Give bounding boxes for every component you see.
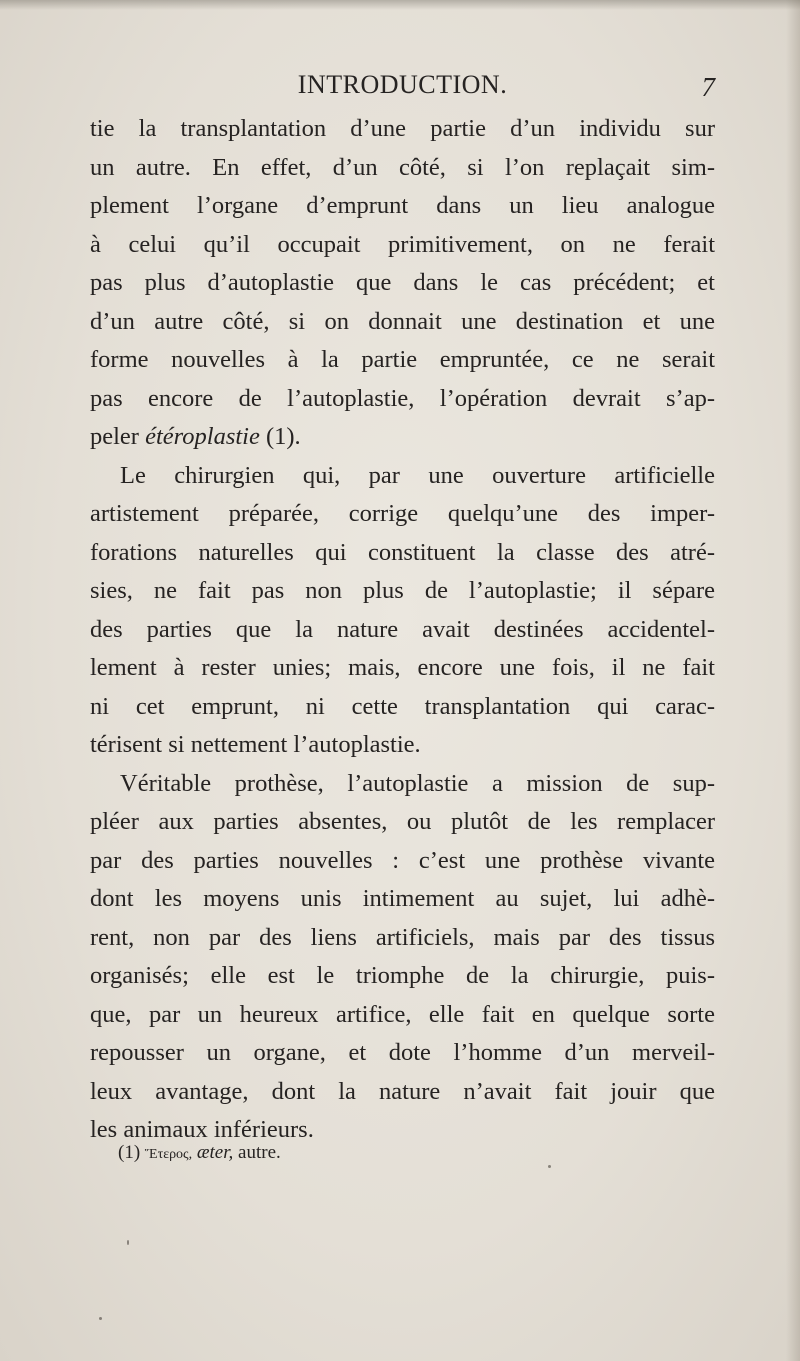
text-line: un autre. En effet, d’un côté, si l’on replaçait sim-	[90, 153, 715, 181]
text-line: térisent si nettement l’autoplastie.	[90, 731, 421, 758]
text-line: repousser un organe, et dote l’homme d’un merveil-	[90, 1039, 715, 1066]
text-line: Le chirurgien qui, par une ouverture artificielle	[120, 461, 715, 489]
text-line: à celui qu’il occupait primitivement, on ne ferait	[90, 230, 715, 258]
text-line: des parties que la nature avait destinées accidentel-	[90, 615, 715, 643]
text-line: d’un autre côté, si on donnait une destination et une	[90, 307, 715, 335]
page-number: 7	[701, 72, 715, 102]
text-line: artistement préparée, corrige quelqu’une des imper-	[90, 500, 715, 527]
text-line: dont les moyens unis intimement au sujet, lui adhè-	[90, 885, 715, 912]
text-line: que, par un heureux artifice, elle fait en quelque sorte	[90, 1000, 715, 1028]
text-line: pas plus d’autoplastie que dans le cas précédent; et	[90, 269, 715, 296]
text-line: pas encore de l’autoplastie, l’opération devrait s’ap-	[90, 384, 715, 412]
text-line: organisés; elle est le triomphe de la chirurgie, puis-	[90, 962, 715, 989]
scan-edge-shadow	[786, 0, 800, 1361]
text-line: sies, ne fait pas non plus de l’autoplastie; il sépare	[90, 577, 715, 604]
text-line: par des parties nouvelles : c’est une prothèse vivante	[90, 846, 715, 874]
text-line: lement à rester unies; mais, encore une fois, il ne fait	[90, 654, 715, 681]
text-line: pléer aux parties absentes, ou plutôt de les remplacer	[90, 808, 715, 835]
text-line: Véritable prothèse, l’autoplastie a mission de sup-	[120, 769, 715, 797]
running-title: INTRODUCTION.	[297, 70, 508, 99]
text-line: les animaux inférieurs.	[90, 1116, 314, 1143]
text-line: forme nouvelles à la partie empruntée, ce ne serait	[90, 346, 715, 373]
text-line: plement l’organe d’emprunt dans un lieu analogue	[90, 192, 715, 219]
italic-term: étéroplastie	[145, 423, 260, 450]
text-line: leux avantage, dont la nature n’avait fait jouir que	[90, 1077, 715, 1105]
footnote-greek-word: Ἕτερος,	[144, 1147, 193, 1162]
text-fragment: peler	[90, 423, 146, 450]
footnote-reference: (1).	[259, 423, 301, 450]
text-line: tie la transplantation d’une partie d’un individu sur	[90, 115, 715, 142]
footnote-marker: (1)	[118, 1142, 141, 1163]
page-header	[90, 68, 715, 108]
footnote	[118, 1140, 281, 1168]
text-line: rent, non par des liens artificiels, mais par des tissus	[90, 923, 715, 951]
footnote-latin-word: æter,	[196, 1142, 234, 1163]
text-line: forations naturelles qui constituent la classe des atré-	[90, 538, 715, 566]
scan-speck	[99, 1317, 102, 1320]
scan-speck	[548, 1165, 551, 1168]
body-text	[90, 110, 715, 1150]
scan-speck	[127, 1240, 129, 1245]
footnote-french-word: autre.	[238, 1142, 281, 1163]
text-line: ni cet emprunt, ni cette transplantation qui carac-	[90, 692, 715, 720]
text-line	[90, 418, 715, 457]
scan-top-shadow	[0, 0, 800, 10]
